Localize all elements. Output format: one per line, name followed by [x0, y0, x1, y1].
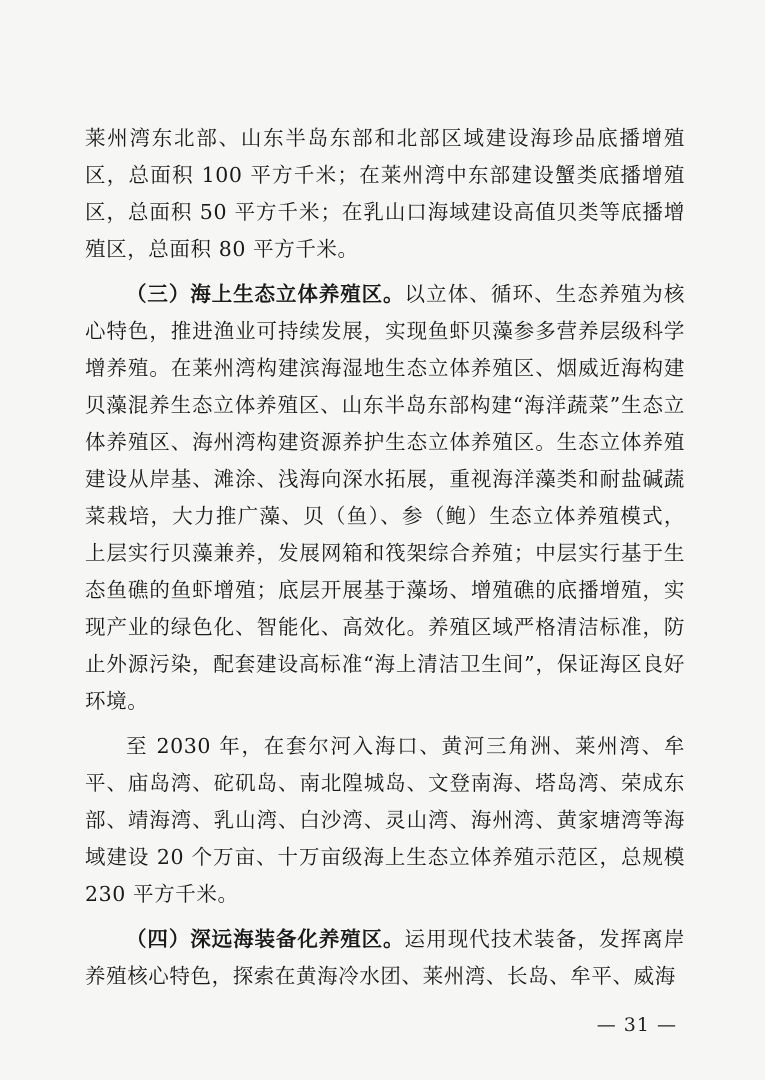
paragraph-text: 至 2030 年，在套尔河入海口、黄河三角洲、莱州湾、牟平、庙岛湾、砣矶岛、南北隍城岛、文登南海、塔岛湾、荣成东部、靖海湾、乳山湾、白沙湾、灵山湾、海州湾、黄家塘湾等海域建设 20 个万亩、十万亩级海上生态立体养殖示范区，总规模 230 平方千米。 [85, 734, 685, 906]
paragraph-continuation [85, 120, 685, 268]
paragraph-section-3 [85, 276, 685, 720]
paragraph-text: 莱州湾东北部、山东半岛东部和北部区域建设海珍品底播增殖区，总面积 100 平方千米；在莱州湾中东部建设蟹类底播增殖区，总面积 50 平方千米；在乳山口海域建设高值贝类等底播增殖区，总面积 80 平方千米。 [85, 126, 685, 261]
page-number: — 31 — [596, 1014, 677, 1036]
section-heading-4: （四）深远海装备化养殖区。 [126, 927, 405, 951]
paragraph-text: 以立体、循环、生态养殖为核心特色，推进渔业可持续发展，实现鱼虾贝藻参多营养层级科学增养殖。在莱州湾构建滨海湿地生态立体养殖区、烟威近海构建贝藻混养生态立体养殖区、山东半岛东部构建“海洋蔬菜”生态立体养殖区、海州湾构建资源养护生态立体养殖区。生态立体养殖建设从岸基、滩涂、浅海向深水拓展，重视海洋藻类和耐盐碱蔬菜栽培，大力推广藻、贝（鱼）、参（鲍）生态立体养殖模式，上层实行贝藻兼养，发展网箱和筏架综合养殖；中层实行基于生态鱼礁的鱼虾增殖；底层开展基于藻场、增殖礁的底播增殖，实现产业的绿色化、智能化、高效化。养殖区域严格清洁标准，防止外源污染，配套建设高标准“海上清洁卫生间”，保证海区良好环境。 [85, 282, 685, 713]
document-body [85, 120, 685, 1003]
paragraph-text: 运用现代技术装备，发挥离岸养殖核心特色，探索在黄海冷水团、莱州湾、长岛、牟平、威海 [85, 927, 685, 988]
paragraph-2030-plan [85, 728, 685, 913]
paragraph-section-4 [85, 921, 685, 995]
section-heading-3: （三）海上生态立体养殖区。 [126, 282, 405, 306]
